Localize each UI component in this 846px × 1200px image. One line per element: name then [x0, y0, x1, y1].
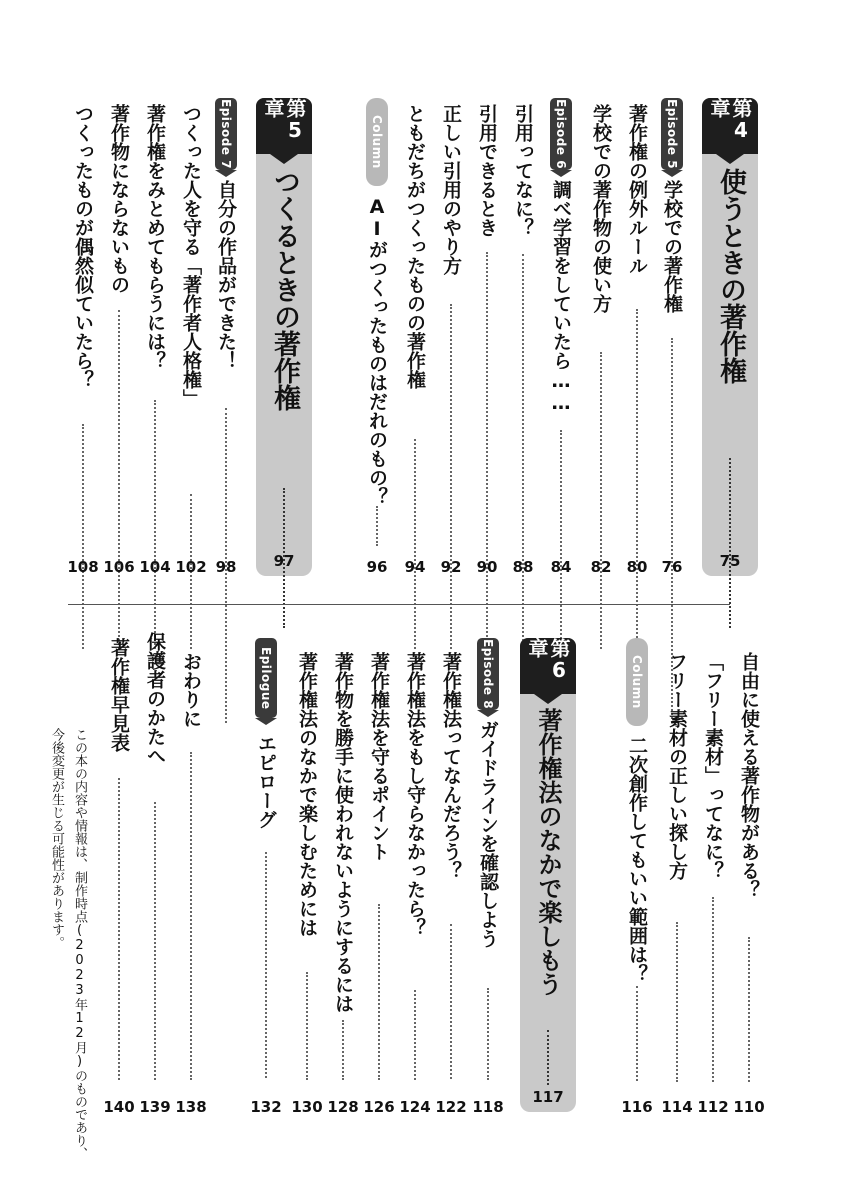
toc-item-title: 著作権早見表: [108, 638, 130, 752]
toc-item-title: 著作物にならないもの: [108, 104, 130, 294]
leader-dots: [636, 309, 638, 649]
chapter-6-number: 第6章: [520, 638, 576, 694]
leader-dots: [487, 988, 489, 1080]
toc-item-title: つくった人を守る「著作者人格権」: [180, 104, 202, 408]
episode-7-tag: Episode 7: [215, 98, 237, 170]
toc-item-title: 著作権法ってなんだろう？: [440, 652, 462, 880]
toc-item-title: 「フリー素材」ってなに？: [702, 652, 724, 880]
toc-item-title: エピローグ: [255, 734, 277, 829]
page-number: 106: [103, 558, 135, 576]
leader-dots: [414, 990, 416, 1080]
toc-item-title: 著作権をみとめてもらうには？: [144, 104, 166, 370]
toc-item-title: 引用ってなに？: [512, 104, 534, 237]
page-number: 98: [215, 558, 237, 576]
page-number: 118: [472, 1098, 504, 1116]
page-number: 110: [733, 1098, 765, 1116]
leader-dots: [154, 400, 156, 649]
page-number: 139: [139, 1098, 171, 1116]
leader-dots: [306, 972, 308, 1080]
page-number: 132: [250, 1098, 282, 1116]
disclaimer-line-2: 今後変更が生じる可能性があります。: [49, 728, 64, 949]
epilogue-tag: Epilogue: [255, 638, 277, 718]
chapter-4-title: 使うときの著作権: [715, 168, 746, 384]
page-number: 94: [404, 558, 426, 576]
page-number: 114: [661, 1098, 693, 1116]
toc-item-title: 二次創作してもいい範囲は？: [626, 736, 648, 983]
toc-item-title: 自分の作品ができた！: [215, 180, 237, 370]
page-number: 108: [67, 558, 99, 576]
chapter-4-page: 75: [719, 552, 741, 570]
toc-item-title: 著作権法のなかで楽しむためには: [296, 652, 318, 937]
leader-dots: [712, 897, 714, 1082]
chapter-6-page: 117: [532, 1088, 564, 1106]
page-number: 138: [175, 1098, 207, 1116]
column-1-tag: Column: [366, 98, 388, 186]
leader-dots: [486, 252, 488, 649]
leader-dots: [118, 778, 120, 1080]
toc-item-title: 引用できるとき: [476, 104, 498, 237]
chapter-5-number: 第5章: [256, 98, 312, 154]
chapter-5-block[interactable]: [256, 98, 312, 576]
leader-dots: [190, 752, 192, 1080]
leader-dots: [414, 439, 416, 649]
page-number: 112: [697, 1098, 729, 1116]
leader-dots: [342, 1020, 344, 1080]
chapter-6-block[interactable]: [520, 638, 576, 1112]
leader-dots: [547, 1030, 549, 1085]
page-number: 102: [175, 558, 207, 576]
toc-item-title: AIがつくったものはだれのもの？: [366, 196, 388, 506]
leader-dots: [522, 254, 524, 649]
page-number: 80: [626, 558, 648, 576]
section-divider: [68, 604, 730, 605]
leader-dots: [450, 924, 452, 1079]
page-number: 96: [366, 558, 388, 576]
page-number: 76: [661, 558, 683, 576]
toc-item-title: 著作権法を守るポイント: [368, 652, 390, 861]
page-number: 124: [399, 1098, 431, 1116]
episode-6-tag: Episode 6: [550, 98, 572, 170]
toc-item-title: 学校での著作物の使い方: [590, 104, 612, 313]
page-number: 126: [363, 1098, 395, 1116]
leader-dots: [154, 802, 156, 1080]
episode-5-tag: Episode 5: [661, 98, 683, 170]
page-number: 140: [103, 1098, 135, 1116]
toc-item-title: ガイドラインを確認しよう: [477, 720, 499, 948]
toc-item-title: 正しい引用のやり方: [440, 104, 462, 275]
toc-item-title: 自由に使える著作物がある？: [738, 652, 760, 899]
toc-item-title: 著作権の例外ルール: [626, 104, 648, 275]
leader-dots: [676, 922, 678, 1082]
leader-dots: [748, 937, 750, 1082]
toc-item-title: 著作物を勝手に使われないようにするには: [332, 652, 354, 1013]
episode-8-tag: Episode 8: [477, 638, 499, 710]
toc-item-title: ともだちがつくったものの著作権: [404, 104, 426, 389]
toc-item-title: 学校での著作権: [661, 180, 683, 313]
page-number: 128: [327, 1098, 359, 1116]
leader-dots: [265, 852, 267, 1078]
page-number: 92: [440, 558, 462, 576]
page-number: 82: [590, 558, 612, 576]
toc-item-title: 保護者のかたへ: [144, 632, 166, 765]
chapter-5-title: つくるときの著作権: [269, 168, 300, 411]
page-number: 122: [435, 1098, 467, 1116]
leader-dots: [378, 904, 380, 1080]
chapter-6-title: 著作権法のなかで楽しもう: [534, 708, 562, 996]
page-number: 104: [139, 558, 171, 576]
toc-item-title: おわりに: [180, 652, 202, 728]
chapter-4-number: 第4章: [702, 98, 758, 154]
leader-dots: [450, 304, 452, 649]
column-2-tag: Column: [626, 638, 648, 726]
page-number: 90: [476, 558, 498, 576]
chapter-5-page: 97: [273, 552, 295, 570]
leader-dots: [636, 986, 638, 1081]
chapter-4-block[interactable]: [702, 98, 758, 576]
leader-dots: [729, 458, 731, 628]
page-number: 116: [621, 1098, 653, 1116]
page-number: 130: [291, 1098, 323, 1116]
leader-dots: [118, 310, 120, 649]
page-number: 84: [550, 558, 572, 576]
toc-item-title: 著作権法をもし守らなかったら？: [404, 652, 426, 937]
toc-item-title: つくったものが偶然似ていたら？: [72, 104, 94, 389]
disclaimer-line-1: この本の内容や情報は、制作時点(2023年12月)のものであり、: [72, 728, 87, 1160]
page-number: 88: [512, 558, 534, 576]
toc-item-title: 調べ学習をしていたら……: [550, 180, 572, 414]
toc-item-title: フリー素材の正しい探し方: [666, 652, 688, 880]
leader-dots: [82, 424, 84, 649]
leader-dots: [376, 506, 378, 546]
